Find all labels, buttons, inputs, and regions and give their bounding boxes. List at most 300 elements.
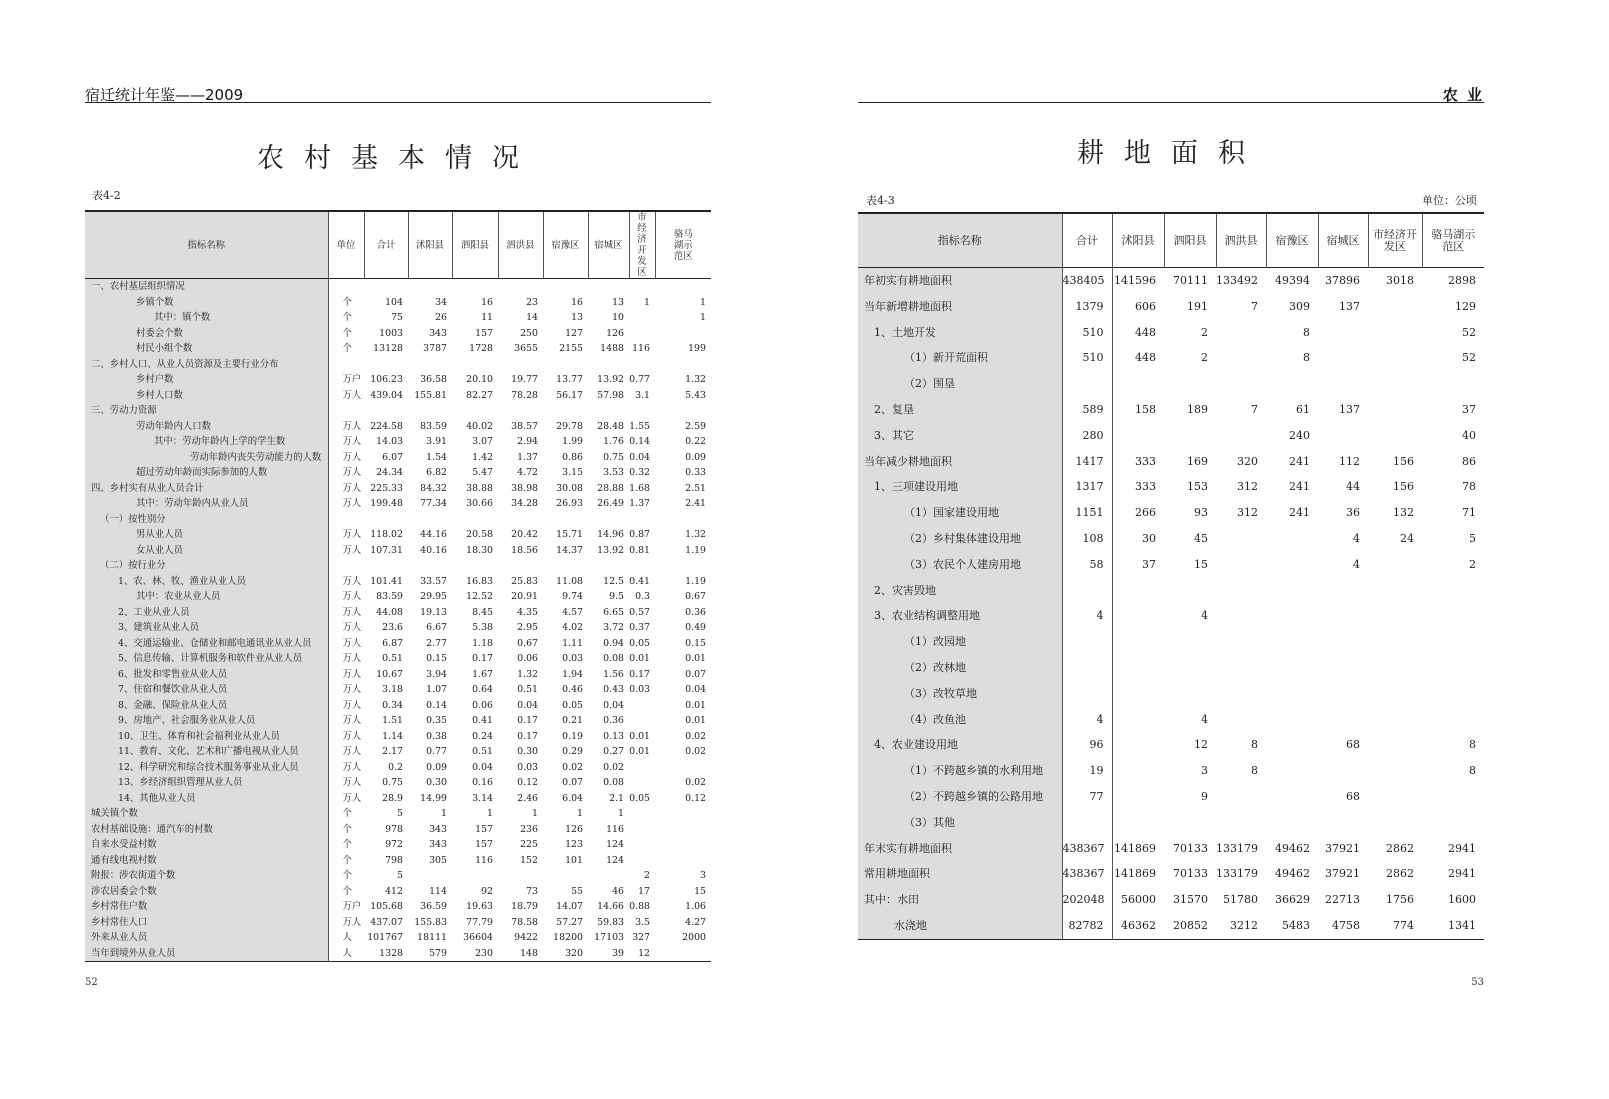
row-value bbox=[1266, 603, 1318, 629]
row-label: 村委会个数 bbox=[85, 326, 328, 342]
row-value: 3655 bbox=[514, 343, 538, 354]
row-value: 0.03 bbox=[629, 684, 650, 695]
row-value: 169 bbox=[1187, 454, 1208, 468]
row-value: 3.91 bbox=[426, 436, 447, 447]
row-value bbox=[588, 357, 629, 373]
row-value: 774 bbox=[1393, 918, 1414, 932]
column-header: 沭阳县 bbox=[408, 211, 452, 279]
row-value: 20852 bbox=[1173, 918, 1208, 932]
row-value: 1.07 bbox=[426, 684, 447, 695]
row-label: 1、三项建设用地 bbox=[858, 474, 1062, 500]
table-row bbox=[858, 758, 1484, 784]
row-value: 13128 bbox=[373, 343, 403, 354]
row-value: 224.58 bbox=[370, 420, 403, 432]
table-row bbox=[85, 558, 711, 574]
row-value: 1728 bbox=[469, 343, 493, 354]
row-value: 133179 bbox=[1216, 841, 1258, 855]
row-value: 1 bbox=[532, 808, 538, 819]
table-row bbox=[85, 868, 711, 884]
row-value: 0.01 bbox=[629, 730, 650, 742]
row-value: 106.23 bbox=[370, 374, 403, 385]
row-value: 0.51 bbox=[472, 746, 493, 757]
row-value: 30.08 bbox=[556, 482, 583, 494]
row-value: 1151 bbox=[1062, 500, 1112, 526]
row-value: 78.58 bbox=[511, 916, 538, 928]
row-value bbox=[588, 512, 629, 528]
row-value: 49462 bbox=[1275, 867, 1310, 881]
row-value: 9 bbox=[1201, 789, 1208, 803]
row-value bbox=[1216, 552, 1266, 578]
row-value bbox=[1266, 732, 1318, 758]
row-value: 59.83 bbox=[597, 916, 624, 928]
row-unit bbox=[328, 558, 364, 574]
row-value: 44.08 bbox=[376, 606, 403, 618]
row-value: 2 bbox=[644, 870, 650, 881]
row-value: 1.54 bbox=[426, 451, 447, 463]
row-value bbox=[1318, 707, 1368, 733]
row-value bbox=[452, 357, 498, 373]
row-value bbox=[1368, 423, 1422, 449]
row-value: 36629 bbox=[1275, 893, 1310, 907]
row-value: 10 bbox=[612, 312, 624, 323]
row-value: 1317 bbox=[1062, 474, 1112, 500]
row-unit: 个 bbox=[342, 823, 352, 835]
row-value: 13 bbox=[612, 296, 624, 308]
row-value: 44 bbox=[1346, 480, 1360, 494]
row-label: 5、信息传输、计算机服务和软件业从业人员 bbox=[85, 651, 328, 667]
row-value: 0.49 bbox=[685, 622, 706, 633]
row-value: 20.91 bbox=[511, 591, 538, 602]
row-value: 2 bbox=[1201, 325, 1208, 339]
row-value bbox=[1318, 371, 1368, 397]
table-row bbox=[85, 512, 711, 528]
table-row bbox=[858, 294, 1484, 320]
row-value: 448 bbox=[1135, 351, 1156, 365]
row-value: 5 bbox=[1469, 531, 1476, 545]
table-row bbox=[858, 345, 1484, 371]
page-number-left: 52 bbox=[85, 977, 98, 988]
row-value: 101 bbox=[565, 854, 583, 866]
row-value bbox=[498, 357, 543, 373]
row-value: 1.42 bbox=[472, 451, 493, 463]
row-value: 8 bbox=[1469, 764, 1476, 778]
row-value bbox=[1112, 784, 1164, 810]
row-value bbox=[1266, 707, 1318, 733]
row-value: 83.59 bbox=[376, 591, 403, 602]
row-value: 4.02 bbox=[562, 622, 583, 633]
row-value: 0.24 bbox=[472, 730, 493, 742]
row-value bbox=[1216, 655, 1266, 681]
row-value bbox=[1062, 655, 1112, 681]
row-value bbox=[655, 326, 711, 342]
row-value bbox=[543, 357, 588, 373]
table-row bbox=[85, 310, 711, 326]
row-value: 31570 bbox=[1173, 893, 1208, 907]
row-value bbox=[1368, 294, 1422, 320]
row-value: 0.13 bbox=[603, 730, 624, 742]
row-value: 0.05 bbox=[629, 637, 650, 649]
row-value: 0.75 bbox=[382, 777, 403, 788]
row-value bbox=[1062, 371, 1112, 397]
row-unit: 个 bbox=[342, 870, 352, 881]
row-value: 30 bbox=[1142, 531, 1156, 545]
row-label: 4、农业建设用地 bbox=[858, 732, 1062, 758]
row-unit: 万人 bbox=[342, 684, 362, 695]
row-value bbox=[452, 279, 498, 295]
row-value bbox=[1216, 629, 1266, 655]
column-header: 泗阳县 bbox=[452, 211, 498, 279]
row-value bbox=[588, 279, 629, 295]
row-label: （1）国家建设用地 bbox=[858, 500, 1062, 526]
row-value: 123 bbox=[565, 839, 583, 850]
row-value: 141596 bbox=[1114, 274, 1156, 287]
row-unit: 万人 bbox=[342, 451, 362, 463]
row-value: 0.02 bbox=[685, 777, 706, 788]
row-value bbox=[1318, 423, 1368, 449]
row-value: 5.47 bbox=[472, 467, 493, 478]
row-value: 3.53 bbox=[603, 467, 624, 478]
row-value: 1.19 bbox=[685, 575, 706, 587]
row-value bbox=[1112, 603, 1164, 629]
table-row bbox=[858, 320, 1484, 346]
row-value bbox=[1266, 681, 1318, 707]
row-unit: 万人 bbox=[342, 591, 362, 602]
header-rule-right bbox=[858, 102, 1484, 103]
row-value bbox=[408, 279, 452, 295]
row-value bbox=[1266, 629, 1318, 655]
row-label: 10、卫生、体育和社会福利业从业人员 bbox=[85, 729, 328, 745]
row-value: 92 bbox=[481, 885, 493, 897]
table-row bbox=[858, 552, 1484, 578]
row-value: 157 bbox=[475, 327, 493, 339]
table-row bbox=[858, 423, 1484, 449]
row-value: 13.92 bbox=[597, 374, 624, 385]
row-value bbox=[655, 512, 711, 528]
row-value: 1.94 bbox=[562, 668, 583, 680]
row-value: 0.94 bbox=[603, 637, 624, 649]
column-header: 泗洪县 bbox=[498, 211, 543, 279]
row-value: 26.49 bbox=[597, 498, 624, 509]
row-value: 0.17 bbox=[517, 730, 538, 742]
row-value: 82782 bbox=[1062, 913, 1112, 939]
table-header-row bbox=[858, 213, 1484, 268]
row-unit: 万人 bbox=[342, 777, 362, 788]
row-value: 36 bbox=[1346, 506, 1360, 520]
row-value: 37921 bbox=[1325, 867, 1360, 881]
row-value bbox=[452, 868, 498, 884]
row-value: 0.15 bbox=[685, 637, 706, 649]
row-label: 13、乡经济组织管理从业人员 bbox=[85, 775, 328, 791]
row-value bbox=[1368, 732, 1422, 758]
row-value: 0.17 bbox=[472, 653, 493, 664]
row-value: 199.48 bbox=[370, 498, 403, 509]
row-value: 0.75 bbox=[603, 451, 624, 463]
row-value: 155.83 bbox=[414, 916, 447, 928]
row-value: 2.46 bbox=[517, 792, 538, 804]
row-value: 34 bbox=[435, 296, 447, 308]
row-value: 104 bbox=[385, 296, 403, 308]
row-value: 4 bbox=[1201, 609, 1208, 623]
row-value: 320 bbox=[565, 947, 583, 959]
row-value: 156 bbox=[1393, 480, 1414, 494]
column-header: 市经济开发区 bbox=[1368, 213, 1422, 268]
row-label: 3、农业结构调整用地 bbox=[858, 603, 1062, 629]
row-value bbox=[588, 558, 629, 574]
row-value: 3212 bbox=[1230, 918, 1258, 932]
row-value: 0.02 bbox=[685, 746, 706, 757]
row-value: 8.45 bbox=[472, 606, 493, 618]
row-value: 26.93 bbox=[556, 498, 583, 509]
row-value: 4758 bbox=[1332, 918, 1360, 932]
row-label: 外来从业人员 bbox=[85, 930, 328, 946]
row-value: 1.11 bbox=[562, 637, 583, 649]
row-value: 0.36 bbox=[685, 606, 706, 618]
row-value: 9.5 bbox=[609, 591, 624, 602]
row-value: 2 bbox=[1201, 351, 1208, 365]
row-value: 20.10 bbox=[466, 374, 493, 385]
row-value: 437.07 bbox=[370, 916, 403, 928]
row-value: 0.77 bbox=[629, 374, 650, 385]
row-label: （一）按性别分 bbox=[85, 512, 328, 528]
row-unit: 万人 bbox=[342, 544, 362, 556]
row-unit: 万人 bbox=[342, 730, 362, 742]
row-value bbox=[1266, 784, 1318, 810]
row-value bbox=[1422, 681, 1484, 707]
row-value: 0.02 bbox=[603, 761, 624, 773]
row-value: 12 bbox=[638, 947, 650, 959]
row-label: 涉农居委会个数 bbox=[85, 884, 328, 900]
row-value bbox=[629, 698, 655, 714]
row-value bbox=[655, 806, 711, 822]
row-value: 116 bbox=[632, 343, 650, 354]
row-value: 250 bbox=[520, 327, 538, 339]
row-value: 153 bbox=[1187, 480, 1208, 494]
row-value bbox=[1216, 526, 1266, 552]
row-value: 2.41 bbox=[685, 498, 706, 509]
row-value: 37 bbox=[1462, 402, 1476, 416]
row-value: 343 bbox=[429, 839, 447, 850]
table-row bbox=[85, 636, 711, 652]
row-value bbox=[364, 357, 408, 373]
row-value: 0.30 bbox=[426, 777, 447, 788]
row-value: 0.19 bbox=[562, 730, 583, 742]
row-value bbox=[588, 868, 629, 884]
row-value: 77 bbox=[1062, 784, 1112, 810]
table-row bbox=[85, 574, 711, 590]
row-label: （3）农民个人建房用地 bbox=[858, 552, 1062, 578]
table-row bbox=[858, 861, 1484, 887]
cultivated-land-table bbox=[858, 212, 1484, 940]
row-value bbox=[1318, 629, 1368, 655]
row-unit bbox=[328, 403, 364, 419]
table-row bbox=[858, 732, 1484, 758]
table-row bbox=[858, 397, 1484, 423]
row-value bbox=[629, 326, 655, 342]
row-value bbox=[408, 868, 452, 884]
row-value bbox=[1112, 732, 1164, 758]
table-row bbox=[85, 837, 711, 853]
row-value: 225.33 bbox=[370, 482, 403, 494]
row-value: 320 bbox=[1237, 454, 1258, 468]
row-label: 劳动年龄内人口数 bbox=[85, 419, 328, 435]
row-value: 4 bbox=[1201, 712, 1208, 726]
row-value: 124 bbox=[606, 854, 624, 866]
row-label: 村民小组个数 bbox=[85, 341, 328, 357]
column-header: 合计 bbox=[364, 211, 408, 279]
row-value: 241 bbox=[1289, 454, 1310, 468]
row-value: 448 bbox=[1135, 325, 1156, 339]
row-value bbox=[364, 558, 408, 574]
row-value bbox=[1422, 371, 1484, 397]
row-value: 77.79 bbox=[466, 916, 493, 928]
table-row bbox=[85, 481, 711, 497]
row-label: 三、劳动力资源 bbox=[85, 403, 328, 419]
row-value: 1 bbox=[700, 296, 706, 308]
row-label: 当年到境外从业人员 bbox=[85, 946, 328, 962]
row-value: 84.32 bbox=[420, 482, 447, 494]
row-value: 5.43 bbox=[685, 389, 706, 401]
row-value bbox=[1062, 681, 1112, 707]
row-value bbox=[1422, 603, 1484, 629]
row-value: 14.37 bbox=[556, 544, 583, 556]
row-value: 14 bbox=[526, 312, 538, 323]
row-value: 0.12 bbox=[685, 792, 706, 804]
row-value bbox=[1216, 681, 1266, 707]
table-row bbox=[858, 784, 1484, 810]
row-value bbox=[1062, 578, 1112, 604]
column-header: 宿豫区 bbox=[543, 211, 588, 279]
row-value: 0.21 bbox=[562, 715, 583, 726]
row-label: 乡村人口数 bbox=[85, 388, 328, 404]
row-value: 333 bbox=[1135, 454, 1156, 468]
row-value bbox=[1368, 707, 1422, 733]
row-value: 191 bbox=[1187, 299, 1208, 313]
row-value: 18.30 bbox=[466, 544, 493, 556]
row-value: 3.07 bbox=[472, 436, 493, 447]
table-row bbox=[85, 589, 711, 605]
row-value: 1.32 bbox=[685, 529, 706, 540]
row-value bbox=[364, 279, 408, 295]
row-value bbox=[1266, 758, 1318, 784]
row-value: 0.06 bbox=[517, 653, 538, 664]
row-value: 2941 bbox=[1448, 841, 1476, 855]
row-value: 1 bbox=[487, 808, 493, 819]
row-value bbox=[408, 512, 452, 528]
row-value: 25.83 bbox=[511, 575, 538, 587]
table-row bbox=[85, 729, 711, 745]
row-value: 439.04 bbox=[370, 389, 403, 401]
row-value bbox=[1368, 552, 1422, 578]
row-value: 1 bbox=[644, 296, 650, 308]
row-label: 2、工业从业人员 bbox=[85, 605, 328, 621]
row-value bbox=[629, 512, 655, 528]
row-unit: 万人 bbox=[342, 715, 362, 726]
row-value: 0.36 bbox=[603, 715, 624, 726]
row-value: 14.96 bbox=[597, 529, 624, 540]
row-value bbox=[629, 822, 655, 838]
row-value: 2155 bbox=[559, 343, 583, 354]
table-row bbox=[85, 930, 711, 946]
row-value: 3.15 bbox=[562, 467, 583, 478]
row-value: 312 bbox=[1237, 480, 1258, 494]
row-value: 23.6 bbox=[382, 622, 403, 633]
row-value: 0.12 bbox=[517, 777, 538, 788]
row-value bbox=[408, 403, 452, 419]
table-row bbox=[858, 268, 1484, 294]
row-value: 0.01 bbox=[629, 653, 650, 664]
row-value bbox=[1216, 345, 1266, 371]
row-value: 2.17 bbox=[382, 746, 403, 757]
row-value: 0.14 bbox=[629, 436, 650, 447]
row-value: 0.04 bbox=[629, 451, 650, 463]
row-value bbox=[1266, 655, 1318, 681]
row-value: 0.08 bbox=[603, 777, 624, 788]
row-value: 3.5 bbox=[635, 916, 650, 928]
row-value: 44.16 bbox=[420, 529, 447, 540]
row-label: 乡镇个数 bbox=[85, 295, 328, 311]
row-unit: 个 bbox=[342, 839, 352, 850]
row-value bbox=[1112, 629, 1164, 655]
row-value: 156 bbox=[1393, 454, 1414, 468]
row-value: 309 bbox=[1289, 299, 1310, 313]
row-label: 二、乡村人口、从业人员资源及主要行业分布 bbox=[85, 357, 328, 373]
row-value: 1.37 bbox=[629, 498, 650, 509]
row-label: 其中：农业从业人员 bbox=[85, 589, 328, 605]
row-value: 158 bbox=[1135, 402, 1156, 416]
row-value: 0.64 bbox=[472, 684, 493, 695]
row-value: 118.02 bbox=[370, 529, 403, 540]
row-value: 978 bbox=[385, 823, 403, 835]
row-value: 51780 bbox=[1223, 893, 1258, 907]
header-rule-left bbox=[85, 102, 711, 103]
row-value bbox=[1112, 681, 1164, 707]
table-row bbox=[85, 295, 711, 311]
row-value: 589 bbox=[1062, 397, 1112, 423]
table-row bbox=[858, 836, 1484, 862]
column-header: 宿城区 bbox=[1318, 213, 1368, 268]
row-label: 通有线电视村数 bbox=[85, 853, 328, 869]
row-value: 241 bbox=[1289, 480, 1310, 494]
row-value: 1.56 bbox=[603, 668, 624, 680]
row-unit: 万人 bbox=[342, 761, 362, 773]
row-value: 1417 bbox=[1062, 449, 1112, 475]
row-value: 1 bbox=[441, 808, 447, 819]
row-value bbox=[1368, 810, 1422, 836]
row-unit: 万人 bbox=[342, 436, 362, 447]
row-value bbox=[629, 775, 655, 791]
row-unit: 万人 bbox=[342, 653, 362, 664]
row-value: 230 bbox=[475, 947, 493, 959]
row-value: 68 bbox=[1346, 789, 1360, 803]
row-label: 11、教育、文化、艺术和广播电视从业人员 bbox=[85, 744, 328, 760]
row-value: 1.32 bbox=[517, 668, 538, 680]
row-value: 7 bbox=[1251, 402, 1258, 416]
row-value bbox=[629, 760, 655, 776]
row-value bbox=[452, 512, 498, 528]
row-value: 137 bbox=[1339, 402, 1360, 416]
row-value bbox=[1164, 629, 1216, 655]
row-value: 2862 bbox=[1386, 841, 1414, 855]
row-value: 1.67 bbox=[472, 668, 493, 680]
row-value: 116 bbox=[606, 823, 624, 835]
row-value: 15 bbox=[694, 885, 706, 897]
row-value: 126 bbox=[565, 823, 583, 835]
row-value: 23 bbox=[526, 296, 538, 308]
row-value: 1.18 bbox=[472, 637, 493, 649]
row-value bbox=[1368, 371, 1422, 397]
row-unit: 万人 bbox=[342, 389, 362, 401]
left-page bbox=[0, 0, 800, 1099]
